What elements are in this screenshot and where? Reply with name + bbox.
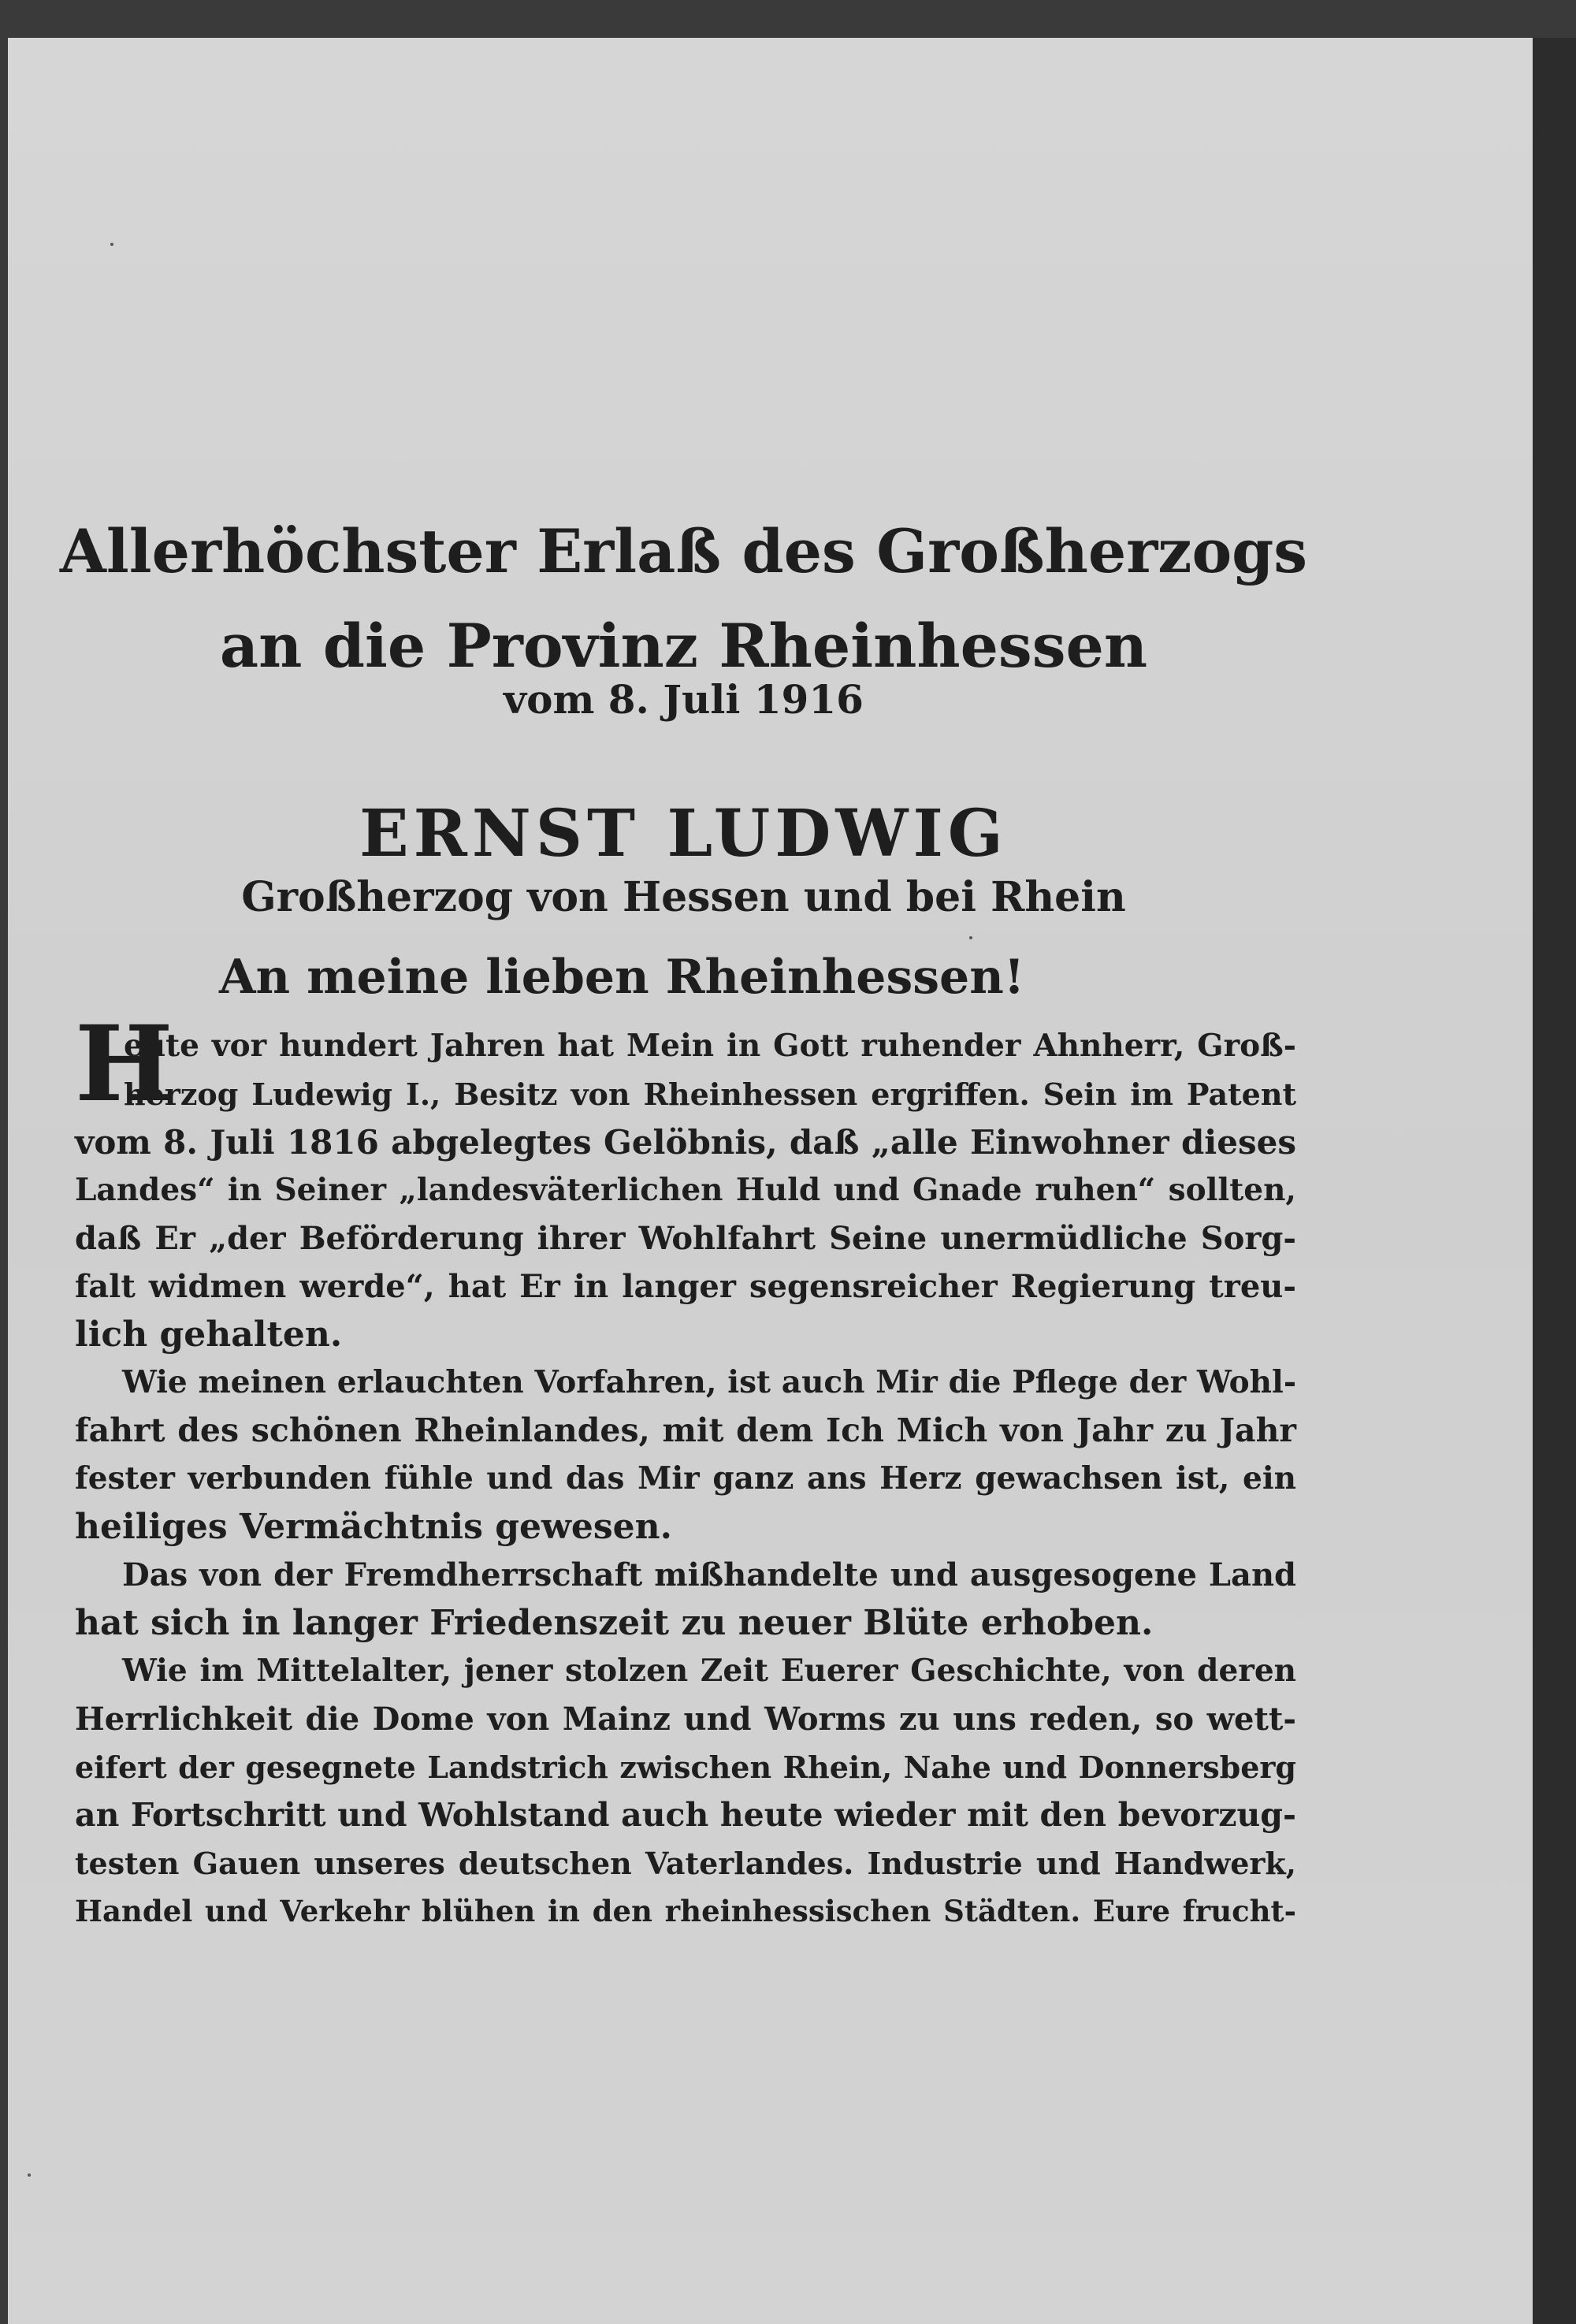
- title-line-1: Allerhöchster Erlaß des Großherzogs: [59, 516, 1308, 586]
- text-line: hat sich in langer Friedenszeit zu neuer Blüte erhoben.: [75, 1603, 1154, 1643]
- scan-edge: [1533, 38, 1576, 2324]
- decree-date: vom 8. Juli 1916: [504, 676, 864, 723]
- dust-speck: [969, 936, 972, 939]
- text-line: fahrt des schönen Rheinlandes, mit dem Ich Mich von Jahr zu Jahr: [75, 1411, 1296, 1449]
- document-title: [0, 504, 1367, 693]
- text-line: Das von der Fremdherrschaft mißhandelte und ausgesogene Land: [122, 1556, 1296, 1593]
- title-line-2: an die Provinz Rheinhessen: [219, 611, 1148, 681]
- body-text: [75, 1022, 1296, 1935]
- dust-speck: [28, 2173, 31, 2177]
- text-line: lich gehalten.: [75, 1314, 343, 1355]
- text-line: herzog Ludewig I., Besitz von Rheinhessen ergriffen. Sein im Patent: [124, 1076, 1296, 1112]
- text-line: vom 8. Juli 1816 abgelegtes Gelöbnis, daß „alle Einwohner dieses: [75, 1123, 1296, 1162]
- ruler-title: Großherzog von Hessen und bei Rhein: [241, 873, 1126, 921]
- text-line: an Fortschritt und Wohlstand auch heute wieder mit den bevorzug-: [75, 1796, 1296, 1834]
- text-line: eifert der gesegnete Landstrich zwischen Rhein, Nahe und Donnersberg: [75, 1750, 1296, 1785]
- text-line: Landes“ in Seiner „landesväterlichen Huld und Gnade ruhen“ sollten,: [75, 1172, 1296, 1208]
- text-line: Herrlichkeit die Dome von Mainz und Worms zu uns reden, so wett-: [75, 1701, 1296, 1738]
- ruler-name: ERNST LUDWIG: [359, 796, 1008, 872]
- text-line: falt widmen werde“, hat Er in langer segensreicher Regierung treu-: [75, 1268, 1296, 1305]
- text-line: daß Er „der Beförderung ihrer Wohlfahrt Seine unermüdliche Sorg-: [75, 1220, 1296, 1257]
- text-line: Wie im Mittelalter, jener stolzen Zeit Euerer Geschichte, von deren: [122, 1653, 1296, 1689]
- text-line: Wie meinen erlauchten Vorfahren, ist auch Mir die Pflege der Wohl-: [122, 1364, 1296, 1400]
- text-line: heiliges Vermächtnis gewesen.: [75, 1507, 672, 1547]
- dust-speck: [110, 243, 113, 246]
- text-line: Handel und Verkehr blühen in den rheinhessischen Städten. Eure frucht-: [75, 1894, 1296, 1928]
- text-line: eute vor hundert Jahren hat Mein in Gott ruhender Ahnherr, Groß-: [124, 1028, 1296, 1064]
- salutation: An meine lieben Rheinhessen!: [219, 950, 1025, 1005]
- drop-cap: H: [75, 1003, 173, 1125]
- text-line: testen Gauen unseres deutschen Vaterlandes. Industrie und Handwerk,: [75, 1846, 1296, 1881]
- text-line: fester verbunden fühle und das Mir ganz ans Herz gewachsen ist, ein: [75, 1460, 1296, 1497]
